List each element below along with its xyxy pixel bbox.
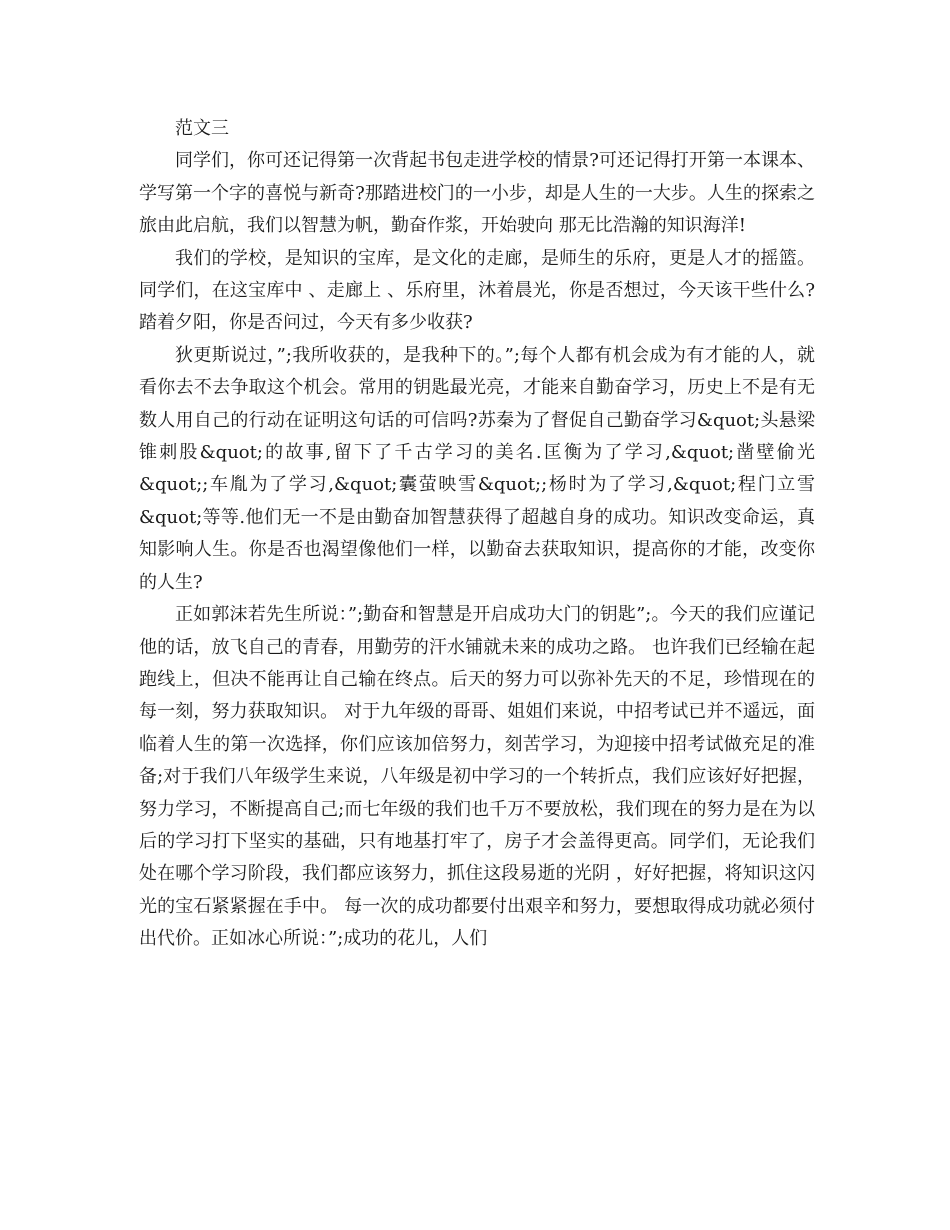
paragraph-3: 狄更斯说过，”;我所收获的，是我种下的。”;每个人都有机会成为有才能的人，就看你去不去争取这个机会。常用的钥匙最光亮，才能来自勤奋学习，历史上不是有无数人用自己的行动在证明这句话的可信吗?苏秦为了督促自己勤奋学习&quot;头悬梁锥刺股&quot;的故事,留下了千古学习的美名.匡衡为了学习,&quot;凿壁偷光&quot;;车胤为了学习,&quot;囊萤映雪&quot;;杨时为了学习,&quot;程门立雪&quot;等等.他们无一不是由勤奋加智慧获得了超越自身的成功。知识改变命运，真知影响人生。你是否也渴望像他们一样，以勤奋去获取知识，提高你的才能，改变你的人生? bbox=[139, 344, 815, 593]
paragraph-4: 正如郭沫若先生所说：”;勤奋和智慧是开启成功大门的钥匙”;。今天的我们应谨记他的话，放飞自己的青春，用勤劳的汗水铺就未来的成功之路。 也许我们已经输在起跑线上，但决不能再让自己输在终点。后天的努力可以弥补先天的不足，珍惜现在的每一刻，努力获取知识。 对于九年级的哥哥、姐姐们来说，中招考试已并不遥远，面临着人生的第一次选择，你们应该加倍努力，刻苦学习，为迎接中招考试做充足的准备;对于我们八年级学生来说，八年级是初中学习的一个转折点，我们应该好好把握，努力学习，不断提高自己;而七年级的我们也千万不要放松，我们现在的努力是在为以后的学习打下坚实的基础，只有地基打牢了，房子才会盖得更高。同学们，无论我们处在哪个学习阶段，我们都应该努力，抓住这段易逝的光阴 ，好好把握，将知识这闪光的宝石紧紧握在手中。 每一次的成功都要付出艰辛和努力，要想取得成功就必须付出代价。正如冰心所说：”;成功的花儿，人们 bbox=[139, 604, 815, 950]
paragraph-1: 同学们，你可还记得第一次背起书包走进学校的情景?可还记得打开第一本课本、学写第一个字的喜悦与新奇?那踏进校门的一小步，却是人生的一大步。人生的探索之旅由此启航，我们以智慧为帆，勤奋作浆，开始驶向 那无比浩瀚的知识海洋! bbox=[139, 150, 815, 237]
paragraph-2: 我们的学校，是知识的宝库，是文化的走廊，是师生的乐府，更是人才的摇篮。同学们，在这宝库中 、走廊上 、乐府里，沐着晨光，你是否想过，今天该干些什么?踏着夕阳，你是否问过，今天有多少收获? bbox=[139, 247, 815, 334]
document-body bbox=[139, 113, 815, 956]
section-heading: 范文三 bbox=[175, 118, 229, 139]
